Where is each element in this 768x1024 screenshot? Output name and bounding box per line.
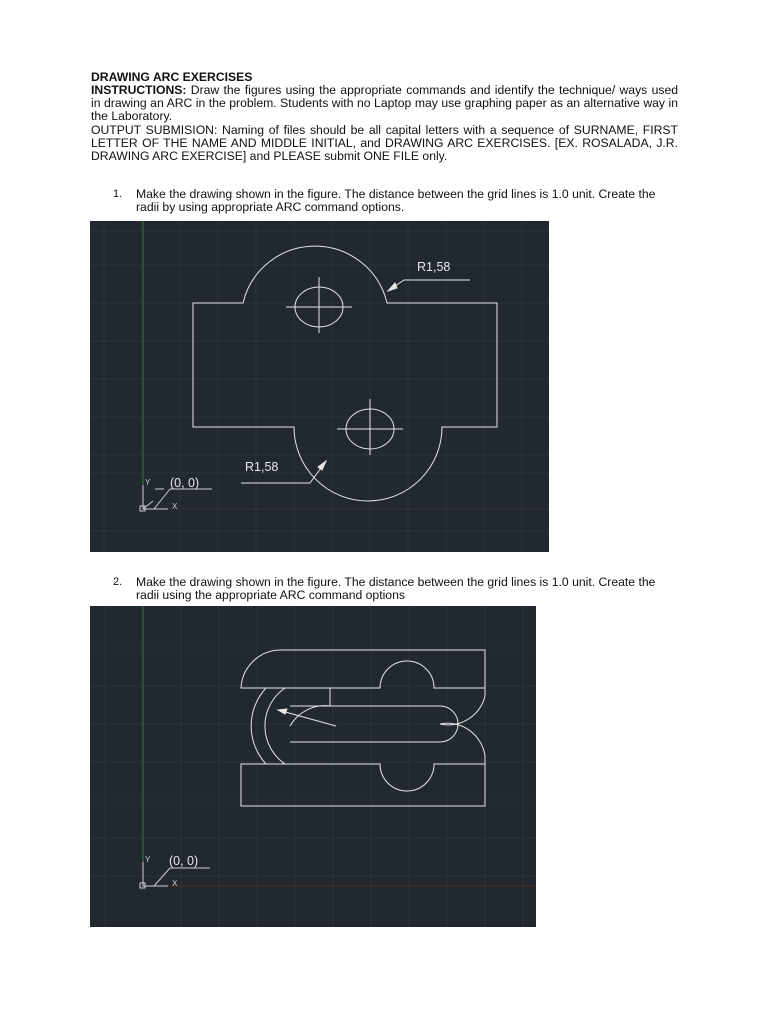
exercise-number: 2.	[113, 576, 123, 588]
y-axis-label: Y	[145, 855, 151, 864]
cad-figure-1	[90, 221, 549, 552]
x-axis-label: X	[172, 502, 178, 511]
x-axis-label: X	[172, 879, 178, 888]
part-outline	[241, 650, 485, 806]
instructions-label: INSTRUCTIONS:	[91, 83, 187, 97]
cad-figure-2-drawing	[90, 606, 536, 927]
document-title: DRAWING ARC EXERCISES	[91, 70, 253, 84]
radius-label-bottom: R1,58	[245, 460, 279, 474]
exercise-text: Make the drawing shown in the figure. The distance between the grid lines is 1.0 unit. Create the radii using the appropriate ARC command options	[136, 575, 656, 602]
hole-bottom	[337, 399, 403, 455]
part-outline	[193, 246, 497, 501]
cad-figure-2	[90, 606, 536, 927]
output-submission-paragraph: OUTPUT SUBMISION: Naming of files should be all capital letters with a sequence of SURNAME, FIRST LETTER OF THE NAME AND MIDDLE INITIAL, and DRAWING ARC EXERCISES. [EX. ROSALADA, J.R. DRAWING ARC EXERCISE] and PLEASE submit ONE FILE only.	[91, 123, 678, 163]
radius-label-top: R1,58	[417, 260, 451, 274]
grid	[90, 606, 536, 927]
origin-label: (0, 0)	[170, 476, 200, 490]
exercise-text: Make the drawing shown in the figure. The distance between the grid lines is 1.0 unit. Create the radii by using appropriate ARC command options.	[136, 187, 656, 214]
leader-top	[388, 280, 470, 291]
leader-radius	[278, 709, 336, 726]
instructions-text: Draw the figures using the appropriate commands and identify the technique/ ways used in drawing an ARC in the problem. Students with no Laptop may use graphing paper as an alternative way in the Laboratory.	[91, 83, 678, 123]
y-axis-label: Y	[145, 478, 151, 487]
exercise-number: 1.	[113, 188, 123, 200]
cad-figure-1-drawing	[90, 221, 549, 552]
origin-label: (0, 0)	[169, 854, 199, 868]
instructions-paragraph	[91, 84, 678, 123]
hole-top	[286, 277, 352, 333]
